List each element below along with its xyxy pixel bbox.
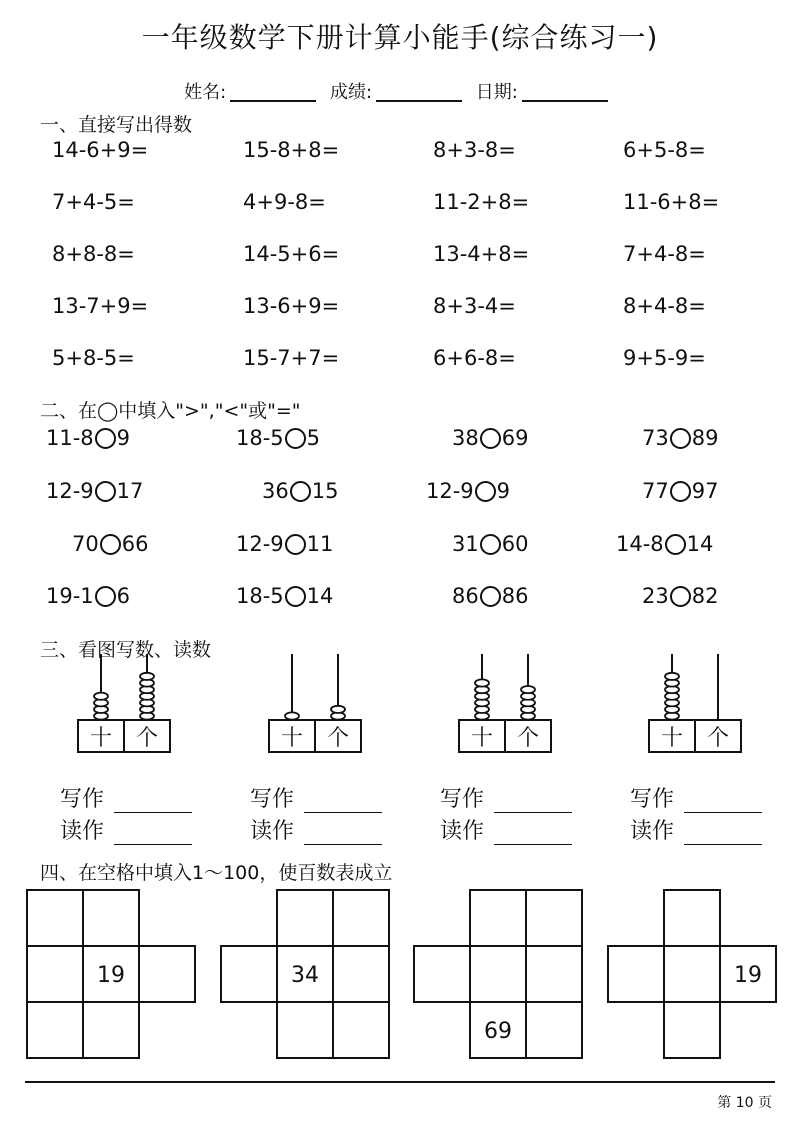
compare-right: 82 — [691, 584, 719, 608]
compare-right: 11 — [306, 532, 334, 556]
blank-cell[interactable] — [27, 1002, 83, 1058]
compare-left: 77 — [642, 479, 669, 503]
write-answer — [60, 782, 192, 813]
compare-left: 19-1 — [46, 584, 94, 608]
section4-title: 四、在空格中填入1～100，使百数表成立 — [40, 862, 393, 884]
calc-problem: 8+3-8= — [433, 138, 516, 162]
blank-cell[interactable] — [664, 946, 720, 1002]
read-answer-blank[interactable] — [114, 826, 192, 845]
section3-title: 三、看图写数、读数 — [40, 639, 212, 661]
compare-item — [236, 532, 333, 556]
page-number: 第 10 页 — [717, 1095, 772, 1111]
write-answer-label: 写作 — [250, 787, 295, 812]
write-answer-blank[interactable] — [684, 794, 762, 813]
compare-left: 73 — [642, 426, 669, 450]
abacus — [458, 652, 558, 754]
write-answer-blank[interactable] — [114, 794, 192, 813]
answer-circle[interactable] — [95, 428, 116, 449]
blank-cell[interactable] — [277, 1002, 333, 1058]
answer-circle[interactable] — [480, 586, 501, 607]
blank-cell[interactable] — [470, 890, 526, 946]
calc-problem: 13-4+8= — [433, 242, 530, 266]
compare-item — [642, 479, 718, 503]
calc-problem: 9+5-9= — [623, 346, 706, 370]
answer-circle[interactable] — [665, 534, 686, 555]
given-number: 34 — [291, 963, 319, 988]
blank-cell[interactable] — [526, 946, 582, 1002]
write-answer-label: 写作 — [60, 787, 105, 812]
answer-circle[interactable] — [480, 428, 501, 449]
blank-cell[interactable] — [83, 1002, 139, 1058]
abacus-bead — [94, 693, 108, 700]
calc-problem: 14-6+9= — [52, 138, 149, 162]
blank-cell[interactable] — [333, 890, 389, 946]
answer-circle[interactable] — [290, 481, 311, 502]
compare-item — [642, 584, 718, 608]
blank-cell[interactable] — [139, 946, 195, 1002]
blank-cell[interactable] — [608, 946, 664, 1002]
read-answer — [60, 814, 192, 845]
answer-circle[interactable] — [670, 481, 691, 502]
read-answer — [250, 814, 382, 845]
date-label: 日期: — [475, 82, 518, 103]
blank-cell[interactable] — [333, 1002, 389, 1058]
compare-left: 38 — [452, 426, 479, 450]
blank-cell[interactable] — [664, 1002, 720, 1058]
calc-problem: 6+5-8= — [623, 138, 706, 162]
compare-right: 60 — [501, 532, 529, 556]
calc-problem: 7+4-5= — [52, 190, 135, 214]
blank-cell[interactable] — [470, 946, 526, 1002]
compare-item — [642, 426, 718, 450]
read-answer-label: 读作 — [440, 819, 485, 844]
abacus-bead — [331, 706, 345, 713]
abacus — [77, 652, 177, 754]
calc-problem: 11-2+8= — [433, 190, 530, 214]
compare-right: 5 — [306, 426, 321, 450]
blank-cell[interactable] — [526, 1002, 582, 1058]
section2-title: 二、在◯中填入">","<"或"=" — [40, 400, 301, 422]
compare-right: 69 — [501, 426, 529, 450]
compare-left: 12-9 — [46, 479, 94, 503]
given-number: 19 — [97, 963, 125, 988]
section1-title: 一、直接写出得数 — [40, 114, 193, 136]
tens-label: 十 — [470, 726, 494, 751]
tens-label: 十 — [89, 726, 113, 751]
name-label: 姓名: — [184, 82, 227, 103]
blank-cell[interactable] — [27, 890, 83, 946]
compare-left: 70 — [72, 532, 99, 556]
compare-item — [452, 584, 528, 608]
answer-circle[interactable] — [480, 534, 501, 555]
blank-cell[interactable] — [414, 946, 470, 1002]
blank-cell[interactable] — [526, 890, 582, 946]
read-answer-blank[interactable] — [684, 826, 762, 845]
read-answer — [630, 814, 762, 845]
compare-item — [452, 532, 528, 556]
compare-left: 18-5 — [236, 584, 284, 608]
compare-right: 97 — [691, 479, 719, 503]
compare-right: 14 — [306, 584, 334, 608]
answer-circle[interactable] — [100, 534, 121, 555]
answer-circle[interactable] — [285, 428, 306, 449]
compare-left: 18-5 — [236, 426, 284, 450]
compare-item — [46, 584, 130, 608]
compare-left: 11-8 — [46, 426, 94, 450]
compare-right: 86 — [501, 584, 529, 608]
write-answer-blank[interactable] — [494, 794, 572, 813]
blank-cell[interactable] — [27, 946, 83, 1002]
footer-divider — [25, 1081, 775, 1083]
write-answer — [440, 782, 572, 813]
read-answer-label: 读作 — [60, 819, 105, 844]
blank-cell[interactable] — [277, 890, 333, 946]
hundred-chart-fragment — [412, 888, 584, 1060]
score-label: 成绩: — [329, 82, 373, 103]
calc-problem: 13-6+9= — [243, 294, 340, 318]
read-answer-label: 读作 — [250, 819, 295, 844]
compare-left: 14-8 — [616, 532, 664, 556]
answer-circle[interactable] — [670, 586, 691, 607]
compare-item — [262, 479, 338, 503]
compare-item — [72, 532, 148, 556]
answer-circle[interactable] — [285, 534, 306, 555]
compare-right: 17 — [116, 479, 144, 503]
compare-item — [46, 479, 143, 503]
answer-circle[interactable] — [475, 481, 496, 502]
blank-cell[interactable] — [83, 890, 139, 946]
given-number: 19 — [734, 963, 762, 988]
blank-cell[interactable] — [221, 946, 277, 1002]
student-info — [0, 78, 800, 104]
abacus-bead — [285, 712, 299, 719]
ones-label: 个 — [706, 726, 730, 751]
blank-cell[interactable] — [333, 946, 389, 1002]
page-title: 一年级数学下册计算小能手(综合练习一) — [141, 21, 659, 54]
write-answer-label: 写作 — [440, 787, 485, 812]
compare-left: 12-9 — [426, 479, 474, 503]
calc-problem: 8+3-4= — [433, 294, 516, 318]
calc-problem: 4+9-8= — [243, 190, 326, 214]
ones-label: 个 — [516, 726, 540, 751]
compare-right: 14 — [686, 532, 714, 556]
answer-circle[interactable] — [95, 481, 116, 502]
abacus-bead — [521, 686, 535, 693]
calc-problem: 8+4-8= — [623, 294, 706, 318]
read-answer-blank[interactable] — [494, 826, 572, 845]
calc-problem: 7+4-8= — [623, 242, 706, 266]
calc-problem: 6+6-8= — [433, 346, 516, 370]
abacus — [268, 652, 368, 754]
calc-problem: 13-7+9= — [52, 294, 149, 318]
write-answer-blank[interactable] — [304, 794, 382, 813]
answer-circle[interactable] — [95, 586, 116, 607]
calc-problem: 11-6+8= — [623, 190, 720, 214]
blank-cell[interactable] — [664, 890, 720, 946]
write-answer-label: 写作 — [630, 787, 675, 812]
abacus-bead — [665, 673, 679, 680]
compare-right: 9 — [116, 426, 131, 450]
answer-circle[interactable] — [670, 428, 691, 449]
given-number: 69 — [484, 1019, 512, 1044]
compare-left: 36 — [262, 479, 289, 503]
calc-problem: 15-7+7= — [243, 346, 340, 370]
calc-problem: 15-8+8= — [243, 138, 340, 162]
abacus-bead — [475, 679, 489, 686]
hundred-chart-fragment — [606, 888, 778, 1060]
compare-left: 31 — [452, 532, 479, 556]
read-answer-label: 读作 — [630, 819, 675, 844]
tens-label: 十 — [280, 726, 304, 751]
read-answer-blank[interactable] — [304, 826, 382, 845]
hundred-chart-fragment — [219, 888, 391, 1060]
calc-problem: 14-5+6= — [243, 242, 340, 266]
write-answer — [630, 782, 762, 813]
compare-right: 89 — [691, 426, 719, 450]
calc-problem: 8+8-8= — [52, 242, 135, 266]
compare-item — [236, 426, 320, 450]
score-blank[interactable] — [376, 84, 462, 102]
name-blank[interactable] — [230, 84, 316, 102]
compare-left: 86 — [452, 584, 479, 608]
compare-item — [616, 532, 713, 556]
compare-right: 66 — [121, 532, 149, 556]
compare-item — [426, 479, 510, 503]
compare-left: 12-9 — [236, 532, 284, 556]
compare-item — [236, 584, 333, 608]
tens-label: 十 — [660, 726, 684, 751]
ones-label: 个 — [326, 726, 350, 751]
hundred-chart-fragment — [25, 888, 197, 1060]
ones-label: 个 — [135, 726, 159, 751]
write-answer — [250, 782, 382, 813]
calc-problem: 5+8-5= — [52, 346, 135, 370]
compare-right: 6 — [116, 584, 131, 608]
compare-left: 23 — [642, 584, 669, 608]
compare-right: 9 — [496, 479, 511, 503]
compare-item — [452, 426, 528, 450]
compare-right: 15 — [311, 479, 339, 503]
read-answer — [440, 814, 572, 845]
answer-circle[interactable] — [285, 586, 306, 607]
abacus — [648, 652, 748, 754]
date-blank[interactable] — [522, 84, 608, 102]
abacus-bead — [140, 673, 154, 680]
compare-item — [46, 426, 130, 450]
